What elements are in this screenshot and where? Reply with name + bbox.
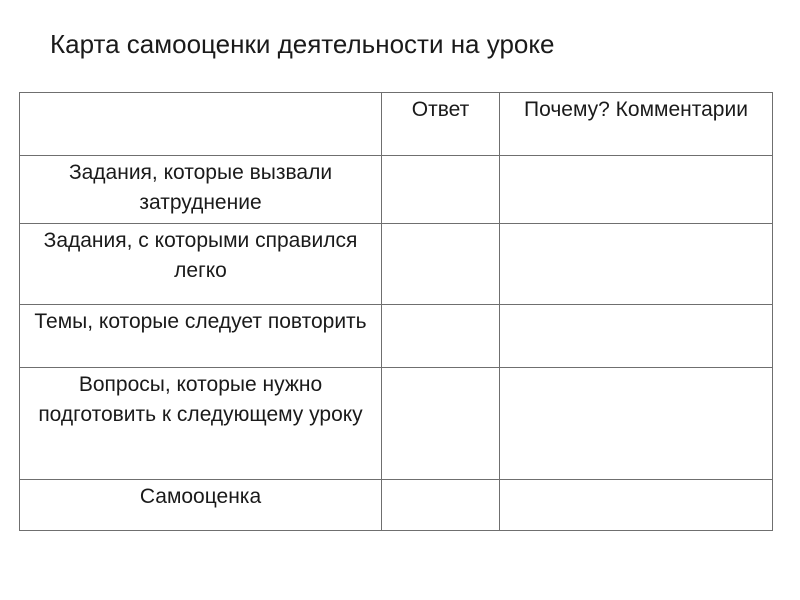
row-label: Темы, которые следует повторить bbox=[34, 310, 367, 333]
answer-value bbox=[382, 305, 499, 307]
row-label-cell bbox=[20, 224, 382, 305]
comment-value bbox=[500, 480, 772, 482]
comment-cell[interactable] bbox=[500, 224, 773, 305]
row-label: Самооценка bbox=[139, 485, 262, 508]
comment-cell[interactable] bbox=[500, 480, 773, 531]
answer-value bbox=[382, 480, 499, 482]
row-label: Вопросы, которые нужно подготовить к следующему уроку bbox=[38, 373, 363, 426]
comment-value bbox=[500, 305, 772, 307]
comment-cell[interactable] bbox=[500, 368, 773, 480]
header-cell-answer bbox=[382, 93, 500, 156]
table-row bbox=[20, 480, 773, 531]
comment-value bbox=[500, 368, 772, 370]
answer-value bbox=[382, 224, 499, 226]
answer-cell[interactable] bbox=[382, 480, 500, 531]
answer-cell[interactable] bbox=[382, 368, 500, 480]
table-row bbox=[20, 368, 773, 480]
answer-value bbox=[382, 368, 499, 370]
comment-cell[interactable] bbox=[500, 305, 773, 368]
row-label-cell bbox=[20, 156, 382, 224]
comment-value bbox=[500, 224, 772, 226]
row-label-cell bbox=[20, 305, 382, 368]
row-label: Задания, которые вызвали затруднение bbox=[68, 161, 333, 214]
header-cell-comment bbox=[500, 93, 773, 156]
table-header-row bbox=[20, 93, 773, 156]
row-label-cell bbox=[20, 480, 382, 531]
answer-cell[interactable] bbox=[382, 224, 500, 305]
table-row bbox=[20, 305, 773, 368]
table-row bbox=[20, 156, 773, 224]
header-cell-empty bbox=[20, 93, 382, 156]
answer-cell[interactable] bbox=[382, 305, 500, 368]
answer-cell[interactable] bbox=[382, 156, 500, 224]
header-comment-label: Почему? Комментарии bbox=[524, 98, 748, 121]
row-label: Задания, с которыми справился легко bbox=[43, 229, 358, 282]
table-row bbox=[20, 224, 773, 305]
answer-value bbox=[382, 156, 499, 158]
self-assessment-table bbox=[19, 92, 773, 531]
header-answer-label: Ответ bbox=[411, 98, 470, 121]
page-title: Карта самооценки деятельности на уроке bbox=[50, 29, 555, 59]
row-label-cell bbox=[20, 368, 382, 480]
comment-cell[interactable] bbox=[500, 156, 773, 224]
comment-value bbox=[500, 156, 772, 158]
